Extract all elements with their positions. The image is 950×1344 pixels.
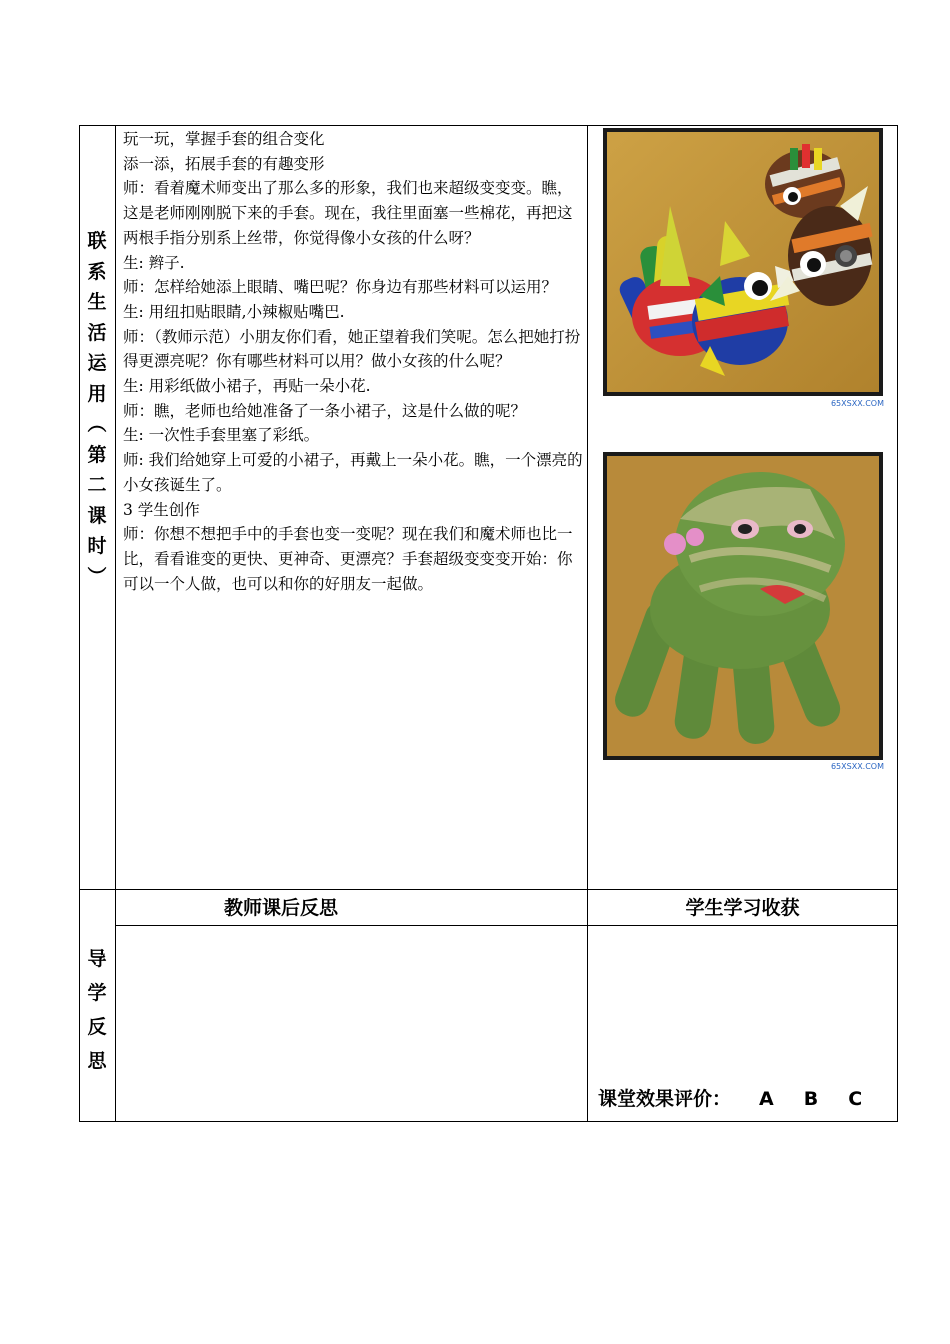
label-char: 二 <box>87 474 107 496</box>
label-char: 学 <box>87 982 107 1004</box>
label-char: 导 <box>87 948 107 970</box>
photo-glove-puppets <box>600 126 886 409</box>
label-char: 时 <box>87 535 107 557</box>
lesson-paragraph: 3 学生创作 <box>123 500 200 519</box>
lesson-paragraph: 生: 用纽扣贴眼睛,小辣椒贴嘴巴. <box>123 302 345 321</box>
lesson-paragraph: 生: 辫子. <box>123 253 185 272</box>
lesson-paragraph: 师：瞧，老师也给她准备了一条小裙子，这是什么做的呢？ <box>123 401 527 420</box>
section-divider <box>79 889 898 890</box>
teacher-reflection-header: 教师课后反思 <box>223 897 338 919</box>
label-char: ︶ <box>87 565 107 588</box>
section-label-reflection <box>79 942 115 1078</box>
header-row-divider <box>115 925 898 926</box>
label-char: 思 <box>87 1050 107 1072</box>
lesson-paragraph: 玩一玩，掌握手套的组合变化 <box>123 130 325 148</box>
lesson-paragraph: 添一添，拓展手套的有趣变形 <box>123 154 325 173</box>
lesson-paragraph: 师：你想不想把手中的手套也变一变呢？现在我们和魔术师也比一比，看看谁变的更快、更神奇、更漂亮？手套超级变变变开始：你可以一个人做，也可以和你的好朋友一起做。 <box>123 525 573 593</box>
label-char: 联 <box>87 230 107 252</box>
lesson-paragraph: 师: 我们给她穿上可爱的小裙子，再戴上一朵小花。瞧，一个漂亮的小女孩诞生了。 <box>123 451 583 494</box>
photo-glove-doll <box>600 449 886 771</box>
glove-puppets-image <box>600 126 886 409</box>
lesson-paragraph: 师：看着魔术师变出了那么多的形象，我们也来超级变变变。瞧，这是老师刚刚脱下来的手套。现在，我往里面塞一些棉花，再把这两根手指分别系上丝带，你觉得像小女孩的什么呀？ <box>123 179 573 247</box>
lesson-paragraph: 生: 用彩纸做小裙子，再贴一朵小花. <box>123 377 371 396</box>
label-char: 系 <box>87 260 107 283</box>
label-char: 反 <box>87 1016 107 1038</box>
glove-doll-image <box>600 449 886 771</box>
student-gains-header: 学生学习收获 <box>685 897 800 919</box>
label-char: 活 <box>87 321 107 344</box>
table-bottom-border <box>79 1121 898 1122</box>
evaluation-option-b[interactable]: B <box>803 1088 819 1110</box>
label-char: ︵ <box>87 413 107 435</box>
label-column-divider <box>115 125 116 1122</box>
section-label-life-application <box>79 226 115 592</box>
evaluation-option-a[interactable]: A <box>759 1088 774 1110</box>
photo-watermark: 65XSXX.COM <box>830 399 884 408</box>
evaluation-label: 课堂效果评价： <box>598 1088 732 1110</box>
table-right-border <box>897 125 898 1122</box>
photo-watermark: 65XSXX.COM <box>830 762 884 771</box>
lesson-content <box>123 127 583 596</box>
content-column-divider <box>587 125 588 1122</box>
class-evaluation <box>598 1084 862 1114</box>
lesson-paragraph: 师：怎样给她添上眼睛、嘴巴呢？你身边有那些材料可以运用？ <box>123 278 558 297</box>
label-char: 用 <box>87 382 107 405</box>
label-char: 生 <box>87 291 107 313</box>
label-char: 课 <box>87 504 107 527</box>
evaluation-option-c[interactable]: C <box>848 1088 863 1110</box>
lesson-paragraph: 生: 一次性手套里塞了彩纸。 <box>123 426 320 445</box>
label-char: 运 <box>87 352 107 374</box>
label-char: 第 <box>87 443 107 466</box>
lesson-paragraph: 师：（教师示范）小朋友你们看，她正望着我们笑呢。怎么把她打扮得更漂亮呢？你有哪些材料可以用？做小女孩的什么呢？ <box>123 327 581 371</box>
